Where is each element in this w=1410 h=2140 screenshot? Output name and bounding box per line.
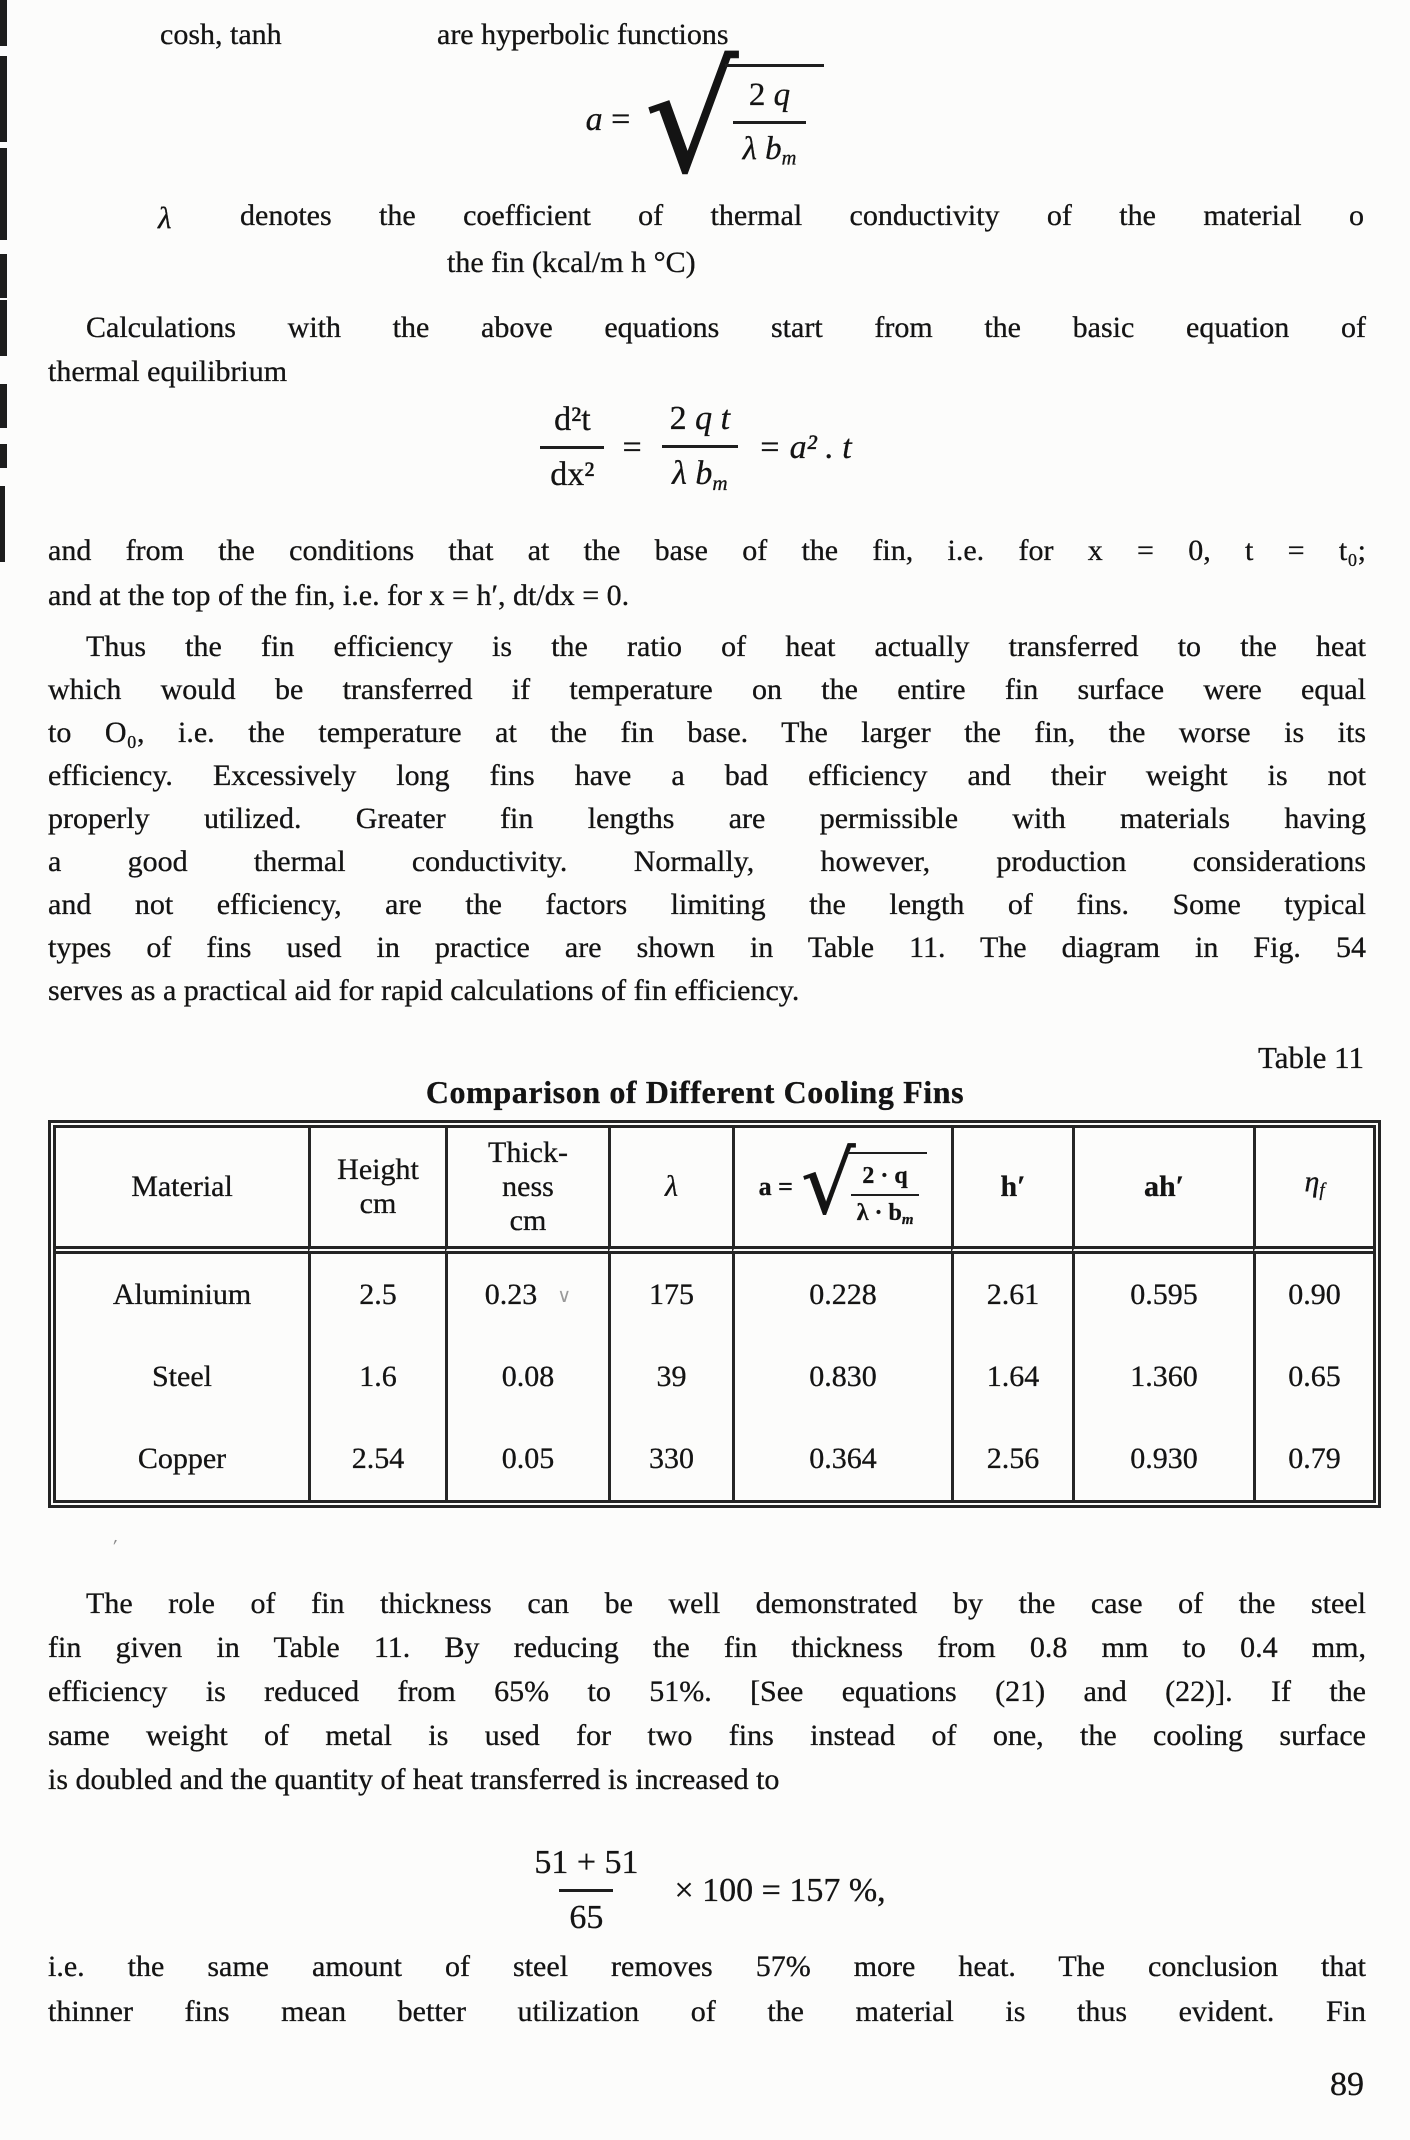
cell-a-value: 0.228 (732, 1254, 951, 1336)
equation-lhs: a = (585, 101, 631, 139)
radical-sign: √ (644, 34, 739, 206)
table-row (56, 1254, 1373, 1336)
fraction: $\frac{\text{2 q t}}{\lambda b_m}$ (660, 398, 740, 498)
radical: √ $\frac{2 \cdot q}{\lambda \cdot b_m}$ (801, 1145, 928, 1230)
equation-rhs: = a² . t (758, 428, 852, 466)
text-line: and at the top of the fin, i.e. for x = h′, dt/dx = 0. (48, 579, 630, 612)
table-row (56, 1336, 1373, 1418)
cell-lambda: 39 (608, 1336, 732, 1418)
scan-edge-artifact (0, 300, 7, 356)
paragraph-fin-efficiency (48, 625, 1366, 1012)
equation-thermal-equilibrium (0, 398, 1410, 498)
column-header-height: Height cm (308, 1128, 445, 1254)
cell-ah-prime: 0.595 (1072, 1254, 1253, 1336)
text-line: same weight of metal is used for two fins instead of one, the cooling surface (48, 1719, 1366, 1752)
text-line: to O₀, i.e. the temperature at the fin base. The larger the fin, the worse is its (48, 716, 1366, 749)
cell-thickness: 0.05 (445, 1418, 608, 1500)
table-row (56, 1418, 1373, 1500)
table-label: Table 11 (1257, 1040, 1364, 1075)
cell-lambda: 175 (608, 1254, 732, 1336)
paragraph-calculations (48, 306, 1366, 394)
page-number: 89 (1330, 2066, 1364, 2103)
text-line: serves as a practical aid for rapid calculations of fin efficiency. (48, 974, 800, 1007)
cell-material: Steel (152, 1360, 212, 1393)
cell-ah-prime: 0.930 (1072, 1418, 1253, 1500)
fraction: $\frac{2 q}{\lambda b_m}$ (733, 75, 807, 173)
cell-height: 2.5 (308, 1254, 445, 1336)
equals-sign: = (622, 428, 642, 466)
paragraph-conditions (48, 528, 1366, 618)
hyperbolic-functions-label: cosh, tanh (160, 18, 282, 51)
text-line: thinner fins mean better utilization of the material is thus evident. Fin (48, 1995, 1366, 2028)
fraction: $\frac{\text{d²t}}{\text{dx²}}$ (540, 399, 604, 496)
cell-a-value: 0.364 (732, 1418, 951, 1500)
radical-sign: √ (800, 1133, 856, 1234)
cell-ah-prime: 1.360 (1072, 1336, 1253, 1418)
cell-eta: 0.65 (1253, 1336, 1373, 1418)
radical (644, 34, 824, 206)
text-line: i.e. the same amount of steel removes 57% more heat. The conclusion that (48, 1950, 1366, 1983)
paragraph-conclusion (48, 1944, 1366, 2034)
fraction: $\frac{51 + 51}{65}$ (524, 1842, 648, 1939)
column-header-ah-prime: ah′ (1072, 1128, 1253, 1254)
cell-h-prime: 2.61 (951, 1254, 1072, 1336)
text-line: types of fins used in practice are shown in Table 11. The diagram in Fig. 54 (48, 931, 1366, 964)
cell-height: 2.54 (308, 1418, 445, 1500)
text-line: which would be transferred if temperature on the entire fin surface were equal (48, 673, 1366, 706)
column-header-material: Material (56, 1128, 308, 1254)
text-line: thermal equilibrium (48, 355, 288, 388)
column-header-a-formula: a = √ $\frac{2 \cdot q}{\lambda \cdot b_m}$ (732, 1128, 951, 1254)
paragraph-fin-thickness (48, 1582, 1366, 1802)
text-line: properly utilized. Greater fin lengths are permissible with materials having (48, 802, 1366, 835)
text-line: efficiency is reduced from 65% to 51%. [See equations (21) and (22)]. If the (48, 1675, 1366, 1708)
text-line: The role of fin thickness can be well demonstrated by the case of the steel (86, 1587, 1366, 1620)
text-line: fin given in Table 11. By reducing the fin thickness from 0.8 mm to 0.4 mm, (48, 1631, 1366, 1664)
scan-tick-artifact: ʹ (109, 1535, 119, 1559)
table-cooling-fins (48, 1120, 1381, 1508)
cell-lambda: 330 (608, 1418, 732, 1500)
cell-thickness: 0.08 (445, 1336, 608, 1418)
text-line: is doubled and the quantity of heat transferred is increased to (48, 1763, 780, 1796)
cell-eta: 0.90 (1253, 1254, 1373, 1336)
scan-edge-artifact (0, 0, 7, 46)
text-line: and not efficiency, are the factors limiting the length of fins. Some typical (48, 888, 1366, 921)
cell-h-prime: 1.64 (951, 1336, 1072, 1418)
text-line: a good thermal conductivity. Normally, however, production considerations (48, 845, 1366, 878)
text-line: Thus the fin efficiency is the ratio of heat actually transferred to the heat (86, 630, 1366, 663)
scan-check-artifact: ∨ (557, 1286, 572, 1307)
equation-percentage (0, 1842, 1410, 1939)
cell-a-value: 0.830 (732, 1336, 951, 1418)
cell-thickness: 0.23 ∨ (445, 1254, 608, 1336)
scan-edge-artifact (0, 254, 7, 298)
cell-material: Aluminium (112, 1278, 252, 1311)
table-title: Comparison of Different Cooling Fins (425, 1074, 965, 1110)
cell-height: 1.6 (308, 1336, 445, 1418)
text-line: and from the conditions that at the base of the fin, i.e. for x = 0, t = t₀; (48, 534, 1366, 567)
cell-material: Copper (137, 1442, 227, 1475)
text-line: Calculations with the above equations start from the basic equation of (86, 311, 1366, 344)
column-header-lambda: λ (608, 1128, 732, 1254)
column-header-eta: $\eta_f$ (1253, 1128, 1373, 1254)
text-line: efficiency. Excessively long fins have a bad efficiency and their weight is not (48, 759, 1366, 792)
lambda-definition-line2: the fin (kcal/m h °C) (447, 246, 696, 279)
cell-eta: 0.79 (1253, 1418, 1373, 1500)
equation-rhs: × 100 = 157 %, (674, 1871, 886, 1909)
hyperbolic-functions-desc: are hyperbolic functions (437, 18, 729, 51)
column-header-h-prime: h′ (951, 1128, 1072, 1254)
cell-h-prime: 2.56 (951, 1418, 1072, 1500)
lambda-definition-line1: denotes the coefficient of thermal conductivity of the material o (240, 199, 1364, 232)
lambda-symbol: λ (158, 200, 172, 235)
table-header-row (56, 1128, 1373, 1254)
column-header-thickness: Thick- ness cm (445, 1128, 608, 1254)
